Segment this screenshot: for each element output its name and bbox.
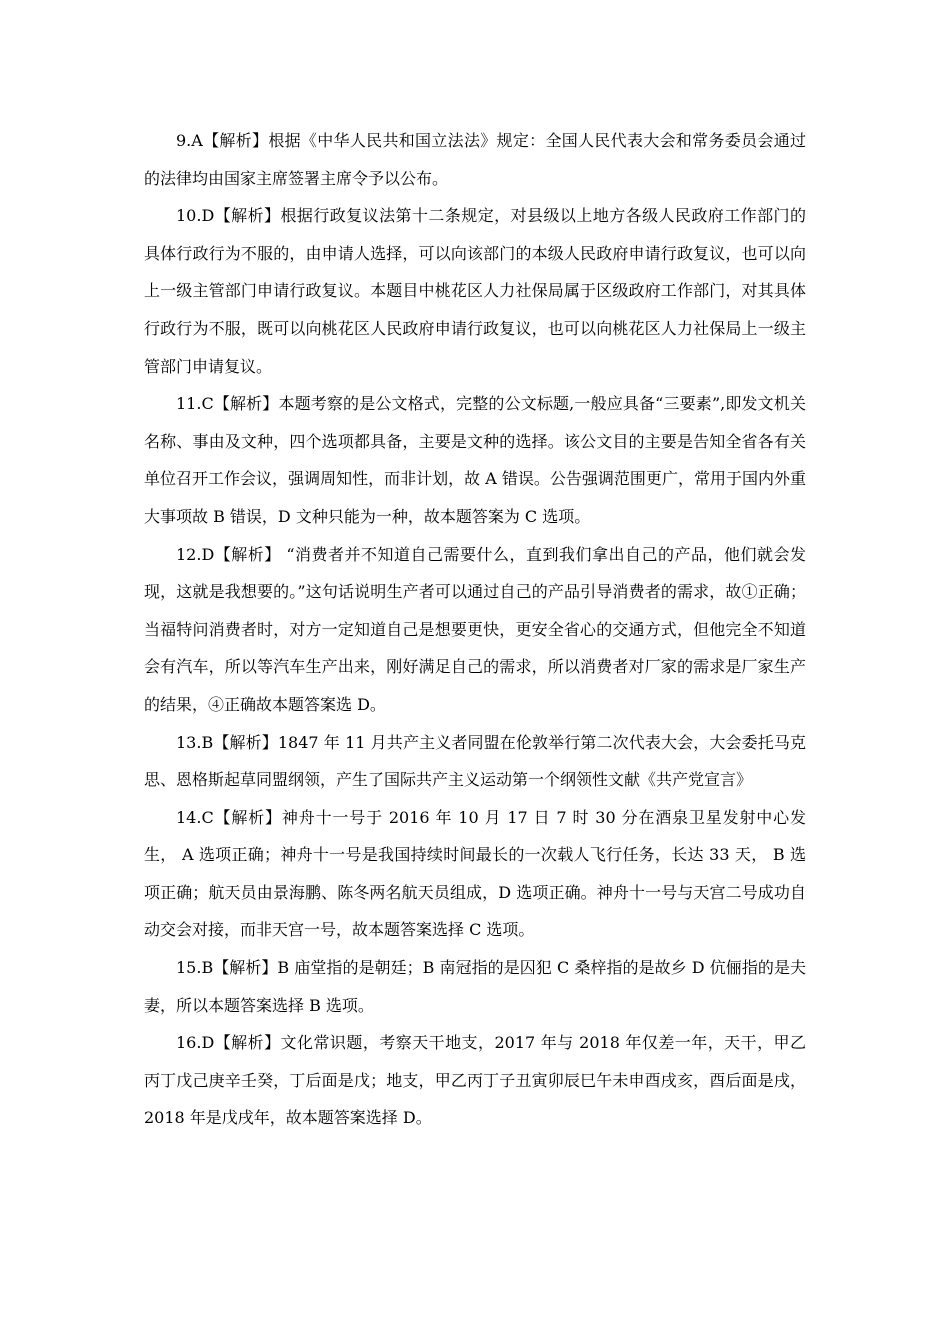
answer-13-explanation: 13.B【解析】1847 年 11 月共产主义者同盟在伦敦举行第二次代表大会，大会委托马克思、恩格斯起草同盟纲领，产生了国际共产主义运动第一个纲领性文献《共产党宣言》 [144, 732, 806, 790]
answer-11-explanation: 11.C【解析】本题考察的是公文格式，完整的公文标题,一般应具备“三要素”,即发文机关名称、事由及文种，四个选项都具备，主要是文种的选择。该公文目的主要是告知全省各有关单位召开工作会议，强调周知性，而非计划，故 A 错误。公告强调范围更广，常用于国内外重大事项故 B 错误，D 文种只能为一种，故本题答案为 C 选项。 [144, 394, 806, 526]
answer-15-explanation: 15.B【解析】B 庙堂指的是朝廷；B 南冠指的是囚犯 C 桑梓指的是故乡 D 伉俪指的是夫妻，所以本题答案选择 B 选项。 [144, 958, 806, 1015]
answer-12-explanation: 12.D【解析】 “消费者并不知道自己需要什么，直到我们拿出自己的产品，他们就会发现，这就是我想要的。”这句话说明生产者可以通过自己的产品引导消费者的需求，故①正确；当福特问消费者时，对方一定知道自己是想要更快，更安全省心的交通方式，但他完全不知道会有汽车，所以等汽车生产出来，刚好满足自己的需求，所以消费者对厂家的需求是厂家生产的结果，④正确故本题答案选 D。 [144, 544, 806, 714]
answer-16-explanation: 16.D【解析】文化常识题，考察天干地支，2017 年与 2018 年仅差一年，天干，甲乙丙丁戊己庚辛壬癸，丁后面是戊；地支，甲乙丙丁子丑寅卯辰巳午未申酉戌亥，酉后面是戌，2018 年是戊戌年，故本题答案选择 D。 [144, 1033, 806, 1128]
answer-9-explanation: 9.A【解析】根据《中华人民共和国立法法》规定：全国人民代表大会和常务委员会通过的法律均由国家主席签署主席令予以公布。 [144, 131, 806, 188]
answer-explanations [144, 122, 806, 1137]
answer-10-explanation: 10.D【解析】根据行政复议法第十二条规定，对县级以上地方各级人民政府工作部门的具体行政行为不服的，由申请人选择，可以向该部门的本级人民政府申请行政复议，也可以向上一级主管部门申请行政复议。本题目中桃花区人力社保局属于区级政府工作部门，对其具体行政行为不服，既可以向桃花区人民政府申请行政复议，也可以向桃花区人力社保局上一级主管部门申请复议。 [144, 206, 806, 376]
answer-14-explanation: 14.C【解析】神舟十一号于 2016 年 10 月 17 日 7 时 30 分在酒泉卫星发射中心发生， A 选项正确；神舟十一号是我国持续时间最长的一次载人飞行任务，长达 33 天， B 选项正确；航天员由景海鹏、陈冬两名航天员组成，D 选项正确。神舟十一号与天宫二号成功自动交会对接，而非天宫一号，故本题答案选择 C 选项。 [144, 807, 806, 940]
